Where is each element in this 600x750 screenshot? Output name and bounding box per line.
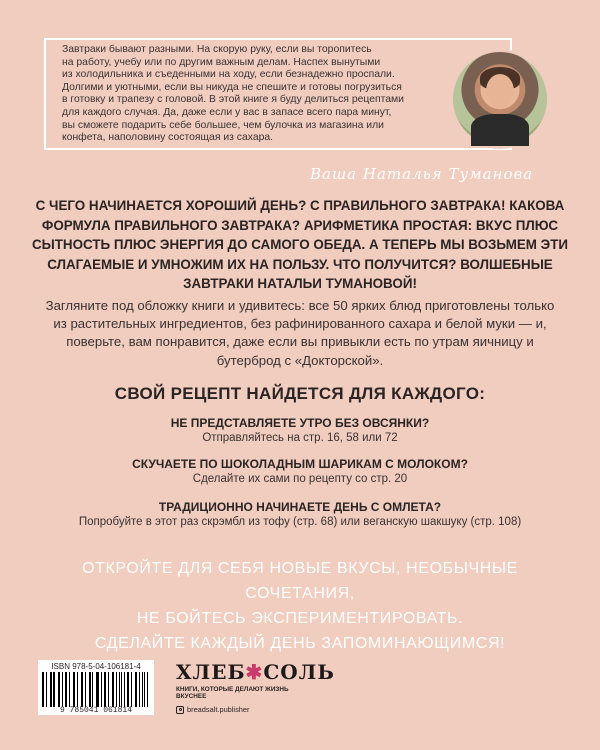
barcode-bar xyxy=(46,672,47,707)
closing-line: ОТКРОЙТЕ ДЛЯ СЕБЯ НОВЫЕ ВКУСЫ, НЕОБЫЧНЫЕ СОЧЕТАНИЯ, xyxy=(82,560,518,602)
closing-line: СДЕЛАЙТЕ КАЖДЫЙ ДЕНЬ ЗАПОМИНАЮЩИМСЯ! xyxy=(94,635,506,652)
barcode-digits: 9 785041 061814 xyxy=(59,706,132,715)
qa-item xyxy=(40,415,560,446)
barcode-bar xyxy=(96,672,97,707)
qa-item xyxy=(40,499,560,530)
recipe-heading: СВОЙ РЕЦЕПТ НАЙДЕТСЯ ДЛЯ КАЖДОГО: xyxy=(114,384,486,403)
barcode-bar xyxy=(119,672,120,707)
barcode-bar xyxy=(105,672,106,707)
barcode-bar xyxy=(77,672,78,707)
closing-text xyxy=(30,556,570,656)
portrait-face xyxy=(486,74,514,108)
barcode-bar xyxy=(59,672,60,707)
isbn-label: ISBN 978-5-04-106181-4 xyxy=(51,662,141,671)
headline: С ЧЕГО НАЧИНАЕТСЯ ХОРОШИЙ ДЕНЬ? С ПРАВИЛЬНОГО ЗАВТРАКА! КАКОВА ФОРМУЛА ПРАВИЛЬНОГО ЗАВТРАКА? АРИФМЕТИКА ПРОСТАЯ: ВКУС ПЛЮС СЫТНОСТЬ ПЛЮС ЭНЕРГИЯ ДО САМОГО ОБЕДА. А ТЕПЕРЬ МЫ ВОЗЬМЕМ ЭТИ СЛАГАЕМЫЕ И УМНОЖИМ ИХ НА ПОЛЬЗУ. ЧТО ПОЛУЧИТСЯ? ВОЛШЕБНЫЕ ЗАВТРАКИ НАТАЛЬИ ТУМАНОВОЙ! xyxy=(31,198,569,292)
barcode-bar xyxy=(66,672,67,707)
qa-answer: Отправляйтесь на стр. 16, 58 или 72 xyxy=(202,432,398,444)
portrait-shirt xyxy=(471,114,529,146)
publisher-tagline: КНИГИ, КОТОРЫЕ ДЕЛАЮТ ЖИЗНЬ ВКУСНЕЕ xyxy=(176,686,289,700)
barcode-bar xyxy=(69,672,70,707)
barcode-bar xyxy=(53,672,54,707)
qa-answer: Сделайте их сами по рецепту со стр. 20 xyxy=(192,473,408,485)
body-paragraph: Загляните под обложку книги и удивитесь: все 50 ярких блюд приготовлены только из растительных ингредиентов, без рафинированного сахара и белой муки — и, поверьте, вам понравится, даже если вы привыкли есть по утрам яичницу и бутерброд с «Докторской». xyxy=(45,298,555,368)
barcode-bar xyxy=(135,672,136,707)
publisher-logo xyxy=(176,660,335,684)
handle-text: breadsalt.publisher xyxy=(187,705,250,714)
publisher-block xyxy=(176,660,335,714)
author-signature: Ваша Наталья Туманова xyxy=(310,165,534,183)
barcode-bar xyxy=(85,672,86,707)
qa-answer: Попробуйте в этот раз скрэмбл из тофу (стр. 68) или веганскую шакшуку (стр. 108) xyxy=(78,516,522,528)
qa-question: НЕ ПРЕДСТАВЛЯЕТЕ УТРО БЕЗ ОВСЯНКИ? xyxy=(170,416,430,430)
intro-text: Завтраки бывают разными. На скорую руку, если вы торопитесь на работу, учебу или по другим важным делам. Наспех вынутыми из холодильника и съеденными на ходу, если безнадежно проспали. Долгими и уютными, если вы никуда не спешите и готовы погрузиться в готовку и трапезу с головой. В этой книге я буду делиться рецептами для каждого случая. Да, даже если у вас в запасе всего пара минут, вы сможете подарить себе большее, чем булочка из магазина или конфета, наполовину состоящая из сахара. xyxy=(62,44,404,144)
author-portrait xyxy=(453,52,547,146)
logo-star-icon: ✱ xyxy=(245,660,264,684)
barcode xyxy=(38,660,154,715)
barcode-bar xyxy=(128,672,129,707)
barcode-bars xyxy=(42,672,150,707)
logo-right: СОЛЬ xyxy=(263,660,335,684)
barcode-bar xyxy=(142,672,143,707)
qa-item xyxy=(40,456,560,487)
closing-line: НЕ БОЙТЕСЬ ЭКСПЕРИМЕНТИРОВАТЬ. xyxy=(136,610,464,627)
instagram-icon xyxy=(176,706,184,714)
qa-question: СКУЧАЕТЕ ПО ШОКОЛАДНЫМ ШАРИКАМ С МОЛОКОМ? xyxy=(132,457,468,471)
barcode-bar xyxy=(97,672,98,707)
publisher-handle[interactable] xyxy=(176,705,316,714)
qa-question: ТРАДИЦИОННО НАЧИНАЕТЕ ДЕНЬ С ОМЛЕТА? xyxy=(158,500,442,514)
logo-left: ХЛЕБ xyxy=(176,660,246,684)
barcode-bar xyxy=(113,672,114,707)
